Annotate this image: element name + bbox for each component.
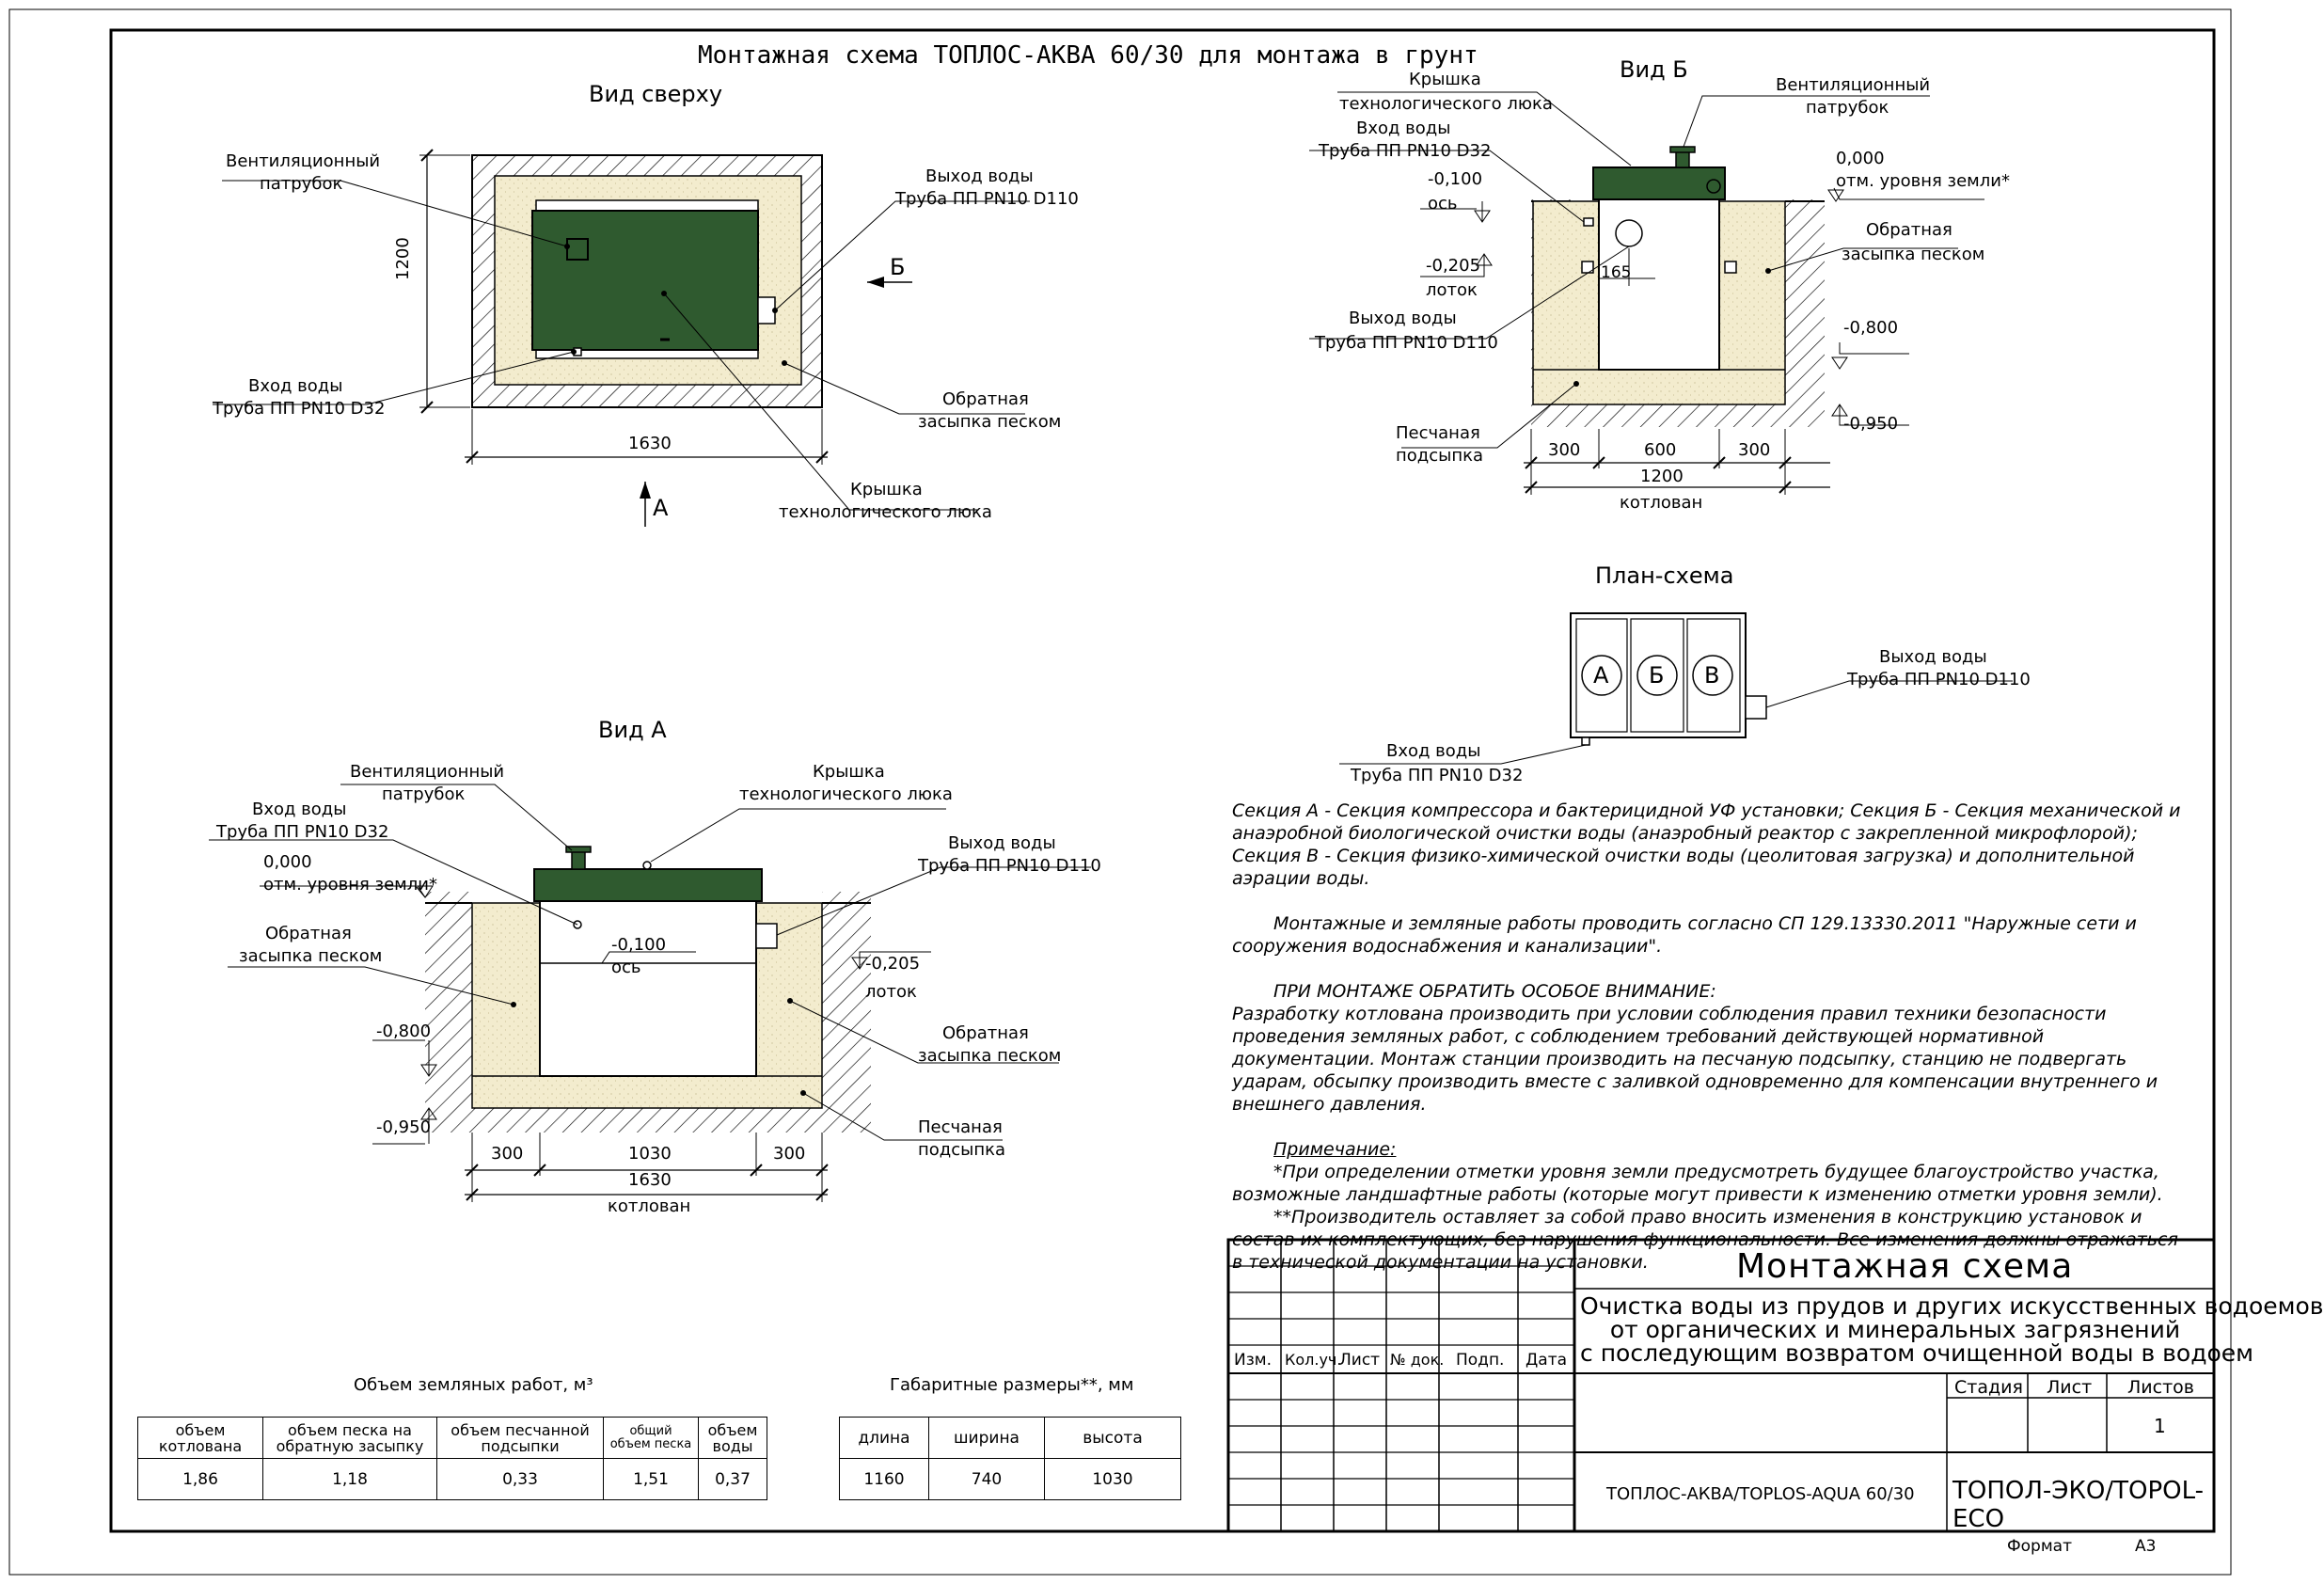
tank-top (532, 211, 758, 350)
top-hatch-label-1: Крышка (850, 480, 923, 499)
top-view-title: Вид сверху (589, 81, 723, 107)
a-hatch-label-1: Крышка (813, 762, 885, 782)
dim-value-height: 1030 (1045, 1459, 1181, 1500)
a-pit-label: котлован (608, 1196, 691, 1216)
top-view-arrow-b: Б (890, 254, 906, 280)
a-axis-label: ось (611, 958, 641, 977)
b-outlet-label-2: Труба ПП PN10 D110 (1315, 333, 1498, 353)
stamp-sheet-label: Лист (2047, 1377, 2093, 1398)
top-backfill-label-1: Обратная (942, 389, 1029, 409)
dim-value-width: 740 (929, 1459, 1045, 1500)
format-label: Формат (2007, 1537, 2072, 1556)
stamp-col-doc: № док. (1390, 1351, 1445, 1369)
note-attention-heading: ПРИ МОНТАЖЕ ОБРАТИТЬ ОСОБОЕ ВНИМАНИЕ: (1273, 981, 1716, 1002)
a-vent-label-2: патрубок (382, 784, 466, 804)
dimensions-caption: Габаритные размеры**, мм (890, 1375, 1134, 1395)
b-tray-label: лоток (1426, 280, 1478, 300)
b-level-800: -0,800 (1843, 318, 1899, 338)
dim-header-length: длина (840, 1418, 929, 1459)
a-hatch-label-2: технологического люка (739, 784, 953, 804)
b-backfill-label-1: Обратная (1866, 220, 1952, 240)
a-backfill-left-2: засыпка песком (239, 946, 383, 966)
a-ground-level: 0,000 (263, 852, 312, 872)
a-backfill-right-2: засыпка песком (918, 1046, 1062, 1066)
stamp-col-change: Изм. (1234, 1351, 1272, 1370)
note-1: *При определении отметки уровня земли предусмотреть будущее благоустройство участка, возможные ландшафтные работы (которые могут привести к изменению отметки уровня земли). (1232, 1162, 2163, 1205)
b-ground-level: 0,000 (1836, 149, 1885, 168)
top-dim-width: 1630 (628, 434, 672, 453)
a-inlet-label-2: Труба ПП PN10 D32 (216, 822, 389, 842)
b-vent-label-2: патрубок (1806, 98, 1889, 118)
top-view-arrow-a: А (653, 495, 669, 521)
top-inlet-label-2: Труба ПП PN10 D32 (213, 399, 386, 419)
note-sections: Секция А - Секция компрессора и бактерицидной УФ установки; Секция Б - Секция механической и анаэробной биологической очистки воды (анаэробный реактор с закрепленной микрофлорой); Секция В - Секция физико-химической очистки воды (цеолитовая загрузка) и дополнительной аэрации воды. (1232, 800, 2181, 889)
a-sand-label-1: Песчаная (918, 1117, 1003, 1137)
b-dim-mid: 600 (1644, 440, 1677, 460)
b-vent-label-1: Вентиляционный (1776, 75, 1931, 95)
b-sand-label-1: Песчаная (1396, 423, 1480, 443)
b-dim-left: 300 (1548, 440, 1581, 460)
a-outlet-label-1: Выход воды (948, 833, 1056, 853)
top-vent-label-1: Вентиляционный (226, 151, 381, 171)
plan-title: План-схема (1595, 562, 1734, 589)
b-sand-label-2: подсыпка (1396, 446, 1484, 466)
vol-header-pit: объем котлована (138, 1418, 263, 1459)
a-inlet-label-1: Вход воды (252, 800, 347, 819)
plan-inlet-label-1: Вход воды (1386, 741, 1481, 761)
stamp-desc-1: Очистка воды из прудов и других искусственных водоемов (1580, 1292, 2324, 1320)
vol-value-water: 0,37 (699, 1459, 767, 1500)
dim-header-width: ширина (929, 1418, 1045, 1459)
stamp-col-sheet: Лист (1339, 1351, 1381, 1370)
a-backfill-right-1: Обратная (942, 1023, 1029, 1043)
note-attention: Разработку котлована производить при условии соблюдения правил техники безопасности проведения земляных работ, с соблюдением требований действующей нормативной документации. Монтаж станции производить на песчаную подсыпку, станцию не подвергать ударам, обсыпку производить вместе с заливкой одновременно для компенсации внутреннего и внешнего давления. (1232, 1004, 2158, 1115)
a-ground-label: отм. уровня земли* (263, 875, 437, 895)
stamp-sheets-value: 1 (2154, 1415, 2166, 1437)
top-hatch-label-2: технологического люка (779, 502, 992, 522)
top-backfill-label-2: засыпка песком (918, 412, 1062, 432)
b-tray-level: -0,205 (1426, 256, 1481, 276)
plan-outlet-label-1: Выход воды (1879, 647, 1987, 667)
a-level-800: -0,800 (376, 1022, 432, 1041)
b-inlet-label-1: Вход воды (1356, 119, 1451, 138)
volumes-caption: Объем земляных работ, м³ (354, 1375, 593, 1395)
b-level-950: -0,950 (1843, 414, 1899, 434)
stamp-col-count: Кол.уч. (1285, 1351, 1342, 1369)
vol-value-backfill: 1,18 (263, 1459, 437, 1500)
stamp-title: Монтажная схема (1736, 1247, 2074, 1286)
plan-section-b: Б (1649, 662, 1665, 689)
a-outlet-label-2: Труба ПП PN10 D110 (918, 856, 1101, 876)
stamp-product: ТОПЛОС-АКВА/TOPLOS-AQUA 60/30 (1606, 1484, 1915, 1504)
b-inlet-label-2: Труба ПП PN10 D32 (1319, 141, 1492, 161)
page-title: Монтажная схема ТОПЛОС-АКВА 60/30 для монтажа в грунт (698, 41, 1478, 70)
vol-value-bedding: 0,33 (437, 1459, 604, 1500)
format-value: А3 (2135, 1537, 2157, 1556)
stamp-col-date: Дата (1526, 1351, 1568, 1370)
stamp-desc-3: с последующим возвратом очищенной воды в водоем (1580, 1339, 2254, 1367)
top-outlet-label-2: Труба ПП PN10 D110 (895, 189, 1079, 209)
b-ground-label: отм. уровня земли* (1836, 171, 2010, 191)
vol-value-total-sand: 1,51 (604, 1459, 699, 1500)
stamp-stage-label: Стадия (1954, 1377, 2023, 1398)
stamp-col-sign: Подп. (1456, 1351, 1505, 1370)
note-heading: Примечание: (1273, 1139, 1397, 1160)
vol-header-water: объем воды (699, 1418, 767, 1459)
note-2: **Производитель оставляет за собой право вносить изменения в конструкцию установок и состав их комплектующих, без нарушения функциональности. Все изменения должны отражаться в технической документации на установки. (1232, 1207, 2178, 1273)
a-sand-label-2: подсыпка (918, 1140, 1006, 1160)
top-outlet-label-1: Выход воды (925, 166, 1034, 186)
dimensions-table (839, 1417, 1181, 1500)
plan-section-a: А (1593, 662, 1609, 689)
top-vent-label-2: патрубок (260, 174, 343, 194)
vol-value-pit: 1,86 (138, 1459, 263, 1500)
note-works: Монтажные и земляные работы проводить согласно СП 129.13330.2011 "Наружные сети и сооружения водоснабжения и канализации". (1232, 913, 2137, 957)
plan-inlet-label-2: Труба ПП PN10 D32 (1351, 766, 1524, 785)
a-dim-left: 300 (491, 1144, 524, 1164)
b-hatch-label-2: технологического люка (1339, 94, 1553, 114)
b-pit-label: котлован (1620, 493, 1703, 513)
plan-section-c: В (1704, 662, 1720, 689)
plan-outlet-label-2: Труба ПП PN10 D110 (1847, 670, 2031, 689)
top-dim-height: 1200 (393, 237, 413, 280)
stamp-sheets-label: Листов (2127, 1377, 2194, 1398)
a-backfill-left-1: Обратная (265, 924, 352, 943)
b-hatch-label-1: Крышка (1409, 70, 1481, 89)
dim-header-height: высота (1045, 1418, 1181, 1459)
note-heading-wrap (1232, 1138, 2182, 1161)
b-backfill-label-2: засыпка песком (1842, 245, 1985, 264)
a-vent-label-1: Вентиляционный (350, 762, 505, 782)
a-dim-right: 300 (773, 1144, 806, 1164)
stamp-desc-2: от органических и минеральных загрязнений (1609, 1316, 2181, 1343)
view-a-title: Вид А (598, 717, 667, 743)
vol-header-backfill: объем песка на обратную засыпку (263, 1418, 437, 1459)
b-dim-total: 1200 (1640, 467, 1684, 486)
top-inlet-label-1: Вход воды (248, 376, 343, 396)
a-dim-mid: 1030 (628, 1144, 672, 1164)
b-dim-right: 300 (1738, 440, 1771, 460)
a-tray-level: -0,205 (865, 954, 921, 974)
stamp-company: ТОПОЛ-ЭКО/TOPOL-ECO (1952, 1477, 2205, 1533)
b-pipe-dim: 165 (1601, 263, 1632, 282)
volumes-table (137, 1417, 767, 1500)
vol-header-bedding: объем песчанной подсыпки (437, 1418, 604, 1459)
dim-value-length: 1160 (840, 1459, 929, 1500)
vol-header-total-sand: общий объем песка (604, 1418, 699, 1459)
a-dim-total: 1630 (628, 1170, 672, 1190)
b-axis-label: ось (1428, 194, 1458, 214)
view-b-title: Вид Б (1620, 56, 1688, 83)
a-tray-label: лоток (865, 982, 917, 1002)
a-axis-level: -0,100 (611, 935, 667, 955)
b-outlet-label-1: Выход воды (1349, 309, 1457, 328)
b-axis-level: -0,100 (1428, 169, 1483, 189)
a-level-950: -0,950 (376, 1117, 432, 1137)
notes-block (1232, 800, 2182, 1274)
